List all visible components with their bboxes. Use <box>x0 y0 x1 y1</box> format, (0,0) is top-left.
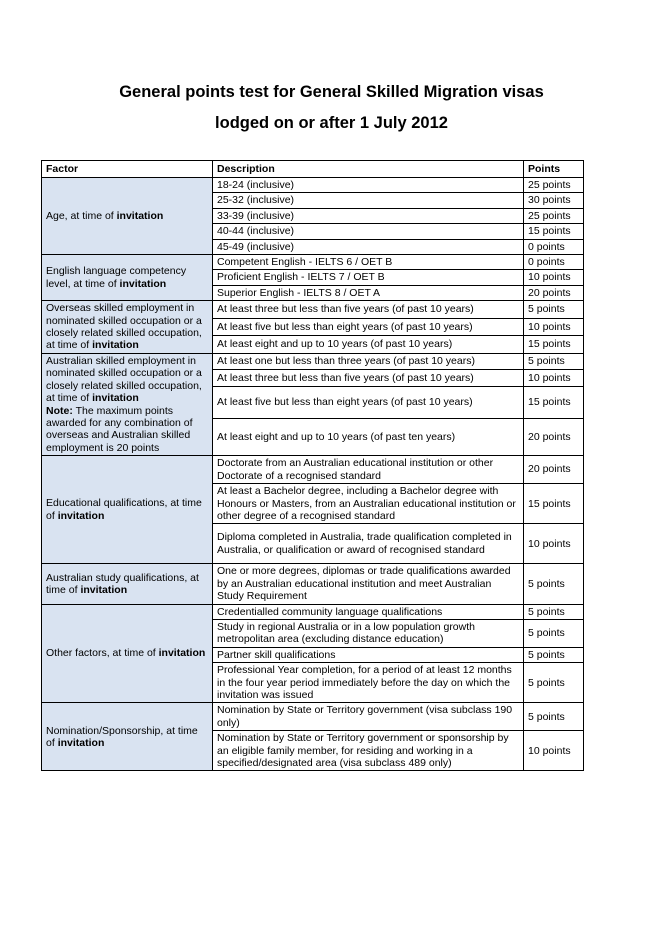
table-row <box>42 178 584 193</box>
factor-cell <box>42 604 213 703</box>
factor-text: English language competency level, at time of <box>46 265 187 290</box>
header-points: Points <box>524 161 584 178</box>
description-cell: At least five but less than eight years (of past 10 years) <box>213 386 524 419</box>
description-cell: At least three but less than five years (of past 10 years) <box>213 370 524 386</box>
page-title: General points test for General Skilled Migration visas <box>119 83 544 101</box>
description-cell: Diploma completed in Australia, trade qualification completed in Australia, or qualification or award of recognised standard <box>213 524 524 564</box>
points-cell: 20 points <box>524 456 584 484</box>
description-cell: 18-24 (inclusive) <box>213 178 524 193</box>
factor-cell <box>42 178 213 255</box>
factor-emphasis: invitation <box>119 277 167 290</box>
points-cell: 5 points <box>524 604 584 619</box>
points-cell: 10 points <box>524 524 584 564</box>
points-cell: 15 points <box>524 484 584 524</box>
factor-text: Age, at time of <box>46 209 117 222</box>
description-cell: Partner skill qualifications <box>213 647 524 662</box>
factor-cell <box>42 255 213 301</box>
factor-emphasis: invitation <box>57 509 105 522</box>
description-cell: 45-49 (inclusive) <box>213 239 524 254</box>
points-cell: 0 points <box>524 239 584 254</box>
description-cell: 40-44 (inclusive) <box>213 224 524 239</box>
description-cell: At least eight and up to 10 years (of past ten years) <box>213 419 524 456</box>
description-cell: Credentialled community language qualifications <box>213 604 524 619</box>
factor-note-text: The maximum points awarded for any combination of overseas and Australian skilled employment is 20 points <box>46 404 193 454</box>
table-header-row <box>42 161 584 178</box>
points-cell: 15 points <box>524 224 584 239</box>
points-cell: 5 points <box>524 564 584 604</box>
factor-emphasis: invitation <box>158 647 206 660</box>
factor-emphasis: invitation <box>116 209 164 222</box>
factor-emphasis: invitation <box>57 736 105 749</box>
points-cell: 5 points <box>524 301 584 319</box>
factor-cell <box>42 301 213 354</box>
points-cell: 5 points <box>524 619 584 647</box>
points-cell: 10 points <box>524 370 584 386</box>
table-row <box>42 456 584 484</box>
factor-cell <box>42 456 213 564</box>
points-cell: 10 points <box>524 731 584 771</box>
description-cell: Proficient English - IELTS 7 / OET B <box>213 270 524 285</box>
points-cell: 25 points <box>524 178 584 193</box>
table-row <box>42 564 584 604</box>
factor-text: Other factors, at time of <box>46 647 159 660</box>
header-factor: Factor <box>42 161 213 178</box>
points-cell: 15 points <box>524 336 584 354</box>
description-cell: Competent English - IELTS 6 / OET B <box>213 255 524 270</box>
table-row <box>42 353 584 369</box>
points-cell: 0 points <box>524 255 584 270</box>
description-cell: At least five but less than eight years (of past 10 years) <box>213 318 524 336</box>
description-cell: 33-39 (inclusive) <box>213 208 524 223</box>
description-cell: Study in regional Australia or in a low population growth metropolitan area (excluding distance education) <box>213 619 524 647</box>
description-cell: Superior English - IELTS 8 / OET A <box>213 285 524 300</box>
points-cell: 5 points <box>524 647 584 662</box>
points-cell: 25 points <box>524 208 584 223</box>
points-cell: 10 points <box>524 270 584 285</box>
table-row <box>42 703 584 731</box>
factor-text: Australian study qualifications, at time of <box>46 571 199 596</box>
points-cell: 20 points <box>524 285 584 300</box>
factor-text: Australian skilled employment in nominated skilled occupation or a closely related skilled occupation, at time of <box>46 354 202 405</box>
table-row <box>42 301 584 319</box>
description-cell: At least one but less than three years (of past 10 years) <box>213 353 524 369</box>
header-description: Description <box>213 161 524 178</box>
points-cell: 5 points <box>524 663 584 703</box>
description-cell: Doctorate from an Australian educational institution or other Doctorate of a recognised standard <box>213 456 524 484</box>
points-cell: 5 points <box>524 703 584 731</box>
description-cell: One or more degrees, diplomas or trade qualifications awarded by an Australian educational institution and meet Australian Study Requirement <box>213 564 524 604</box>
factor-cell <box>42 564 213 604</box>
factor-text: Educational qualifications, at time of <box>46 497 202 522</box>
table-row <box>42 604 584 619</box>
description-cell: 25-32 (inclusive) <box>213 193 524 208</box>
description-cell: Professional Year completion, for a period of at least 12 months in the four year period immediately before the day on which the invitation was issued <box>213 663 524 703</box>
description-cell: Nomination by State or Territory government or sponsorship by an eligible family member, for residing and working in a specified/designated area (visa subclass 489 only) <box>213 731 524 771</box>
points-table <box>41 160 584 771</box>
points-cell: 30 points <box>524 193 584 208</box>
factor-emphasis: invitation <box>80 583 128 596</box>
points-cell: 10 points <box>524 318 584 336</box>
factor-cell <box>42 703 213 771</box>
description-cell: At least three but less than five years (of past 10 years) <box>213 301 524 319</box>
description-cell: At least eight and up to 10 years (of past 10 years) <box>213 336 524 354</box>
factor-note-label: Note: <box>46 404 73 417</box>
factor-emphasis: invitation <box>92 339 139 352</box>
description-cell: At least a Bachelor degree, including a Bachelor degree with Honours or Masters, from an Australian educational institution or other degree of a recognised standard <box>213 484 524 524</box>
points-cell: 15 points <box>524 386 584 419</box>
points-cell: 5 points <box>524 353 584 369</box>
factor-text: Nomination/Sponsorship, at time of <box>46 724 198 749</box>
factor-emphasis: invitation <box>92 392 139 405</box>
page-subtitle: lodged on or after 1 July 2012 <box>215 114 448 132</box>
table-row <box>42 255 584 270</box>
factor-cell <box>42 353 213 455</box>
description-cell: Nomination by State or Territory government (visa subclass 190 only) <box>213 703 524 731</box>
points-cell: 20 points <box>524 419 584 456</box>
factor-text: Overseas skilled employment in nominated skilled occupation or a closely related skilled occupation, at time of <box>46 302 202 352</box>
